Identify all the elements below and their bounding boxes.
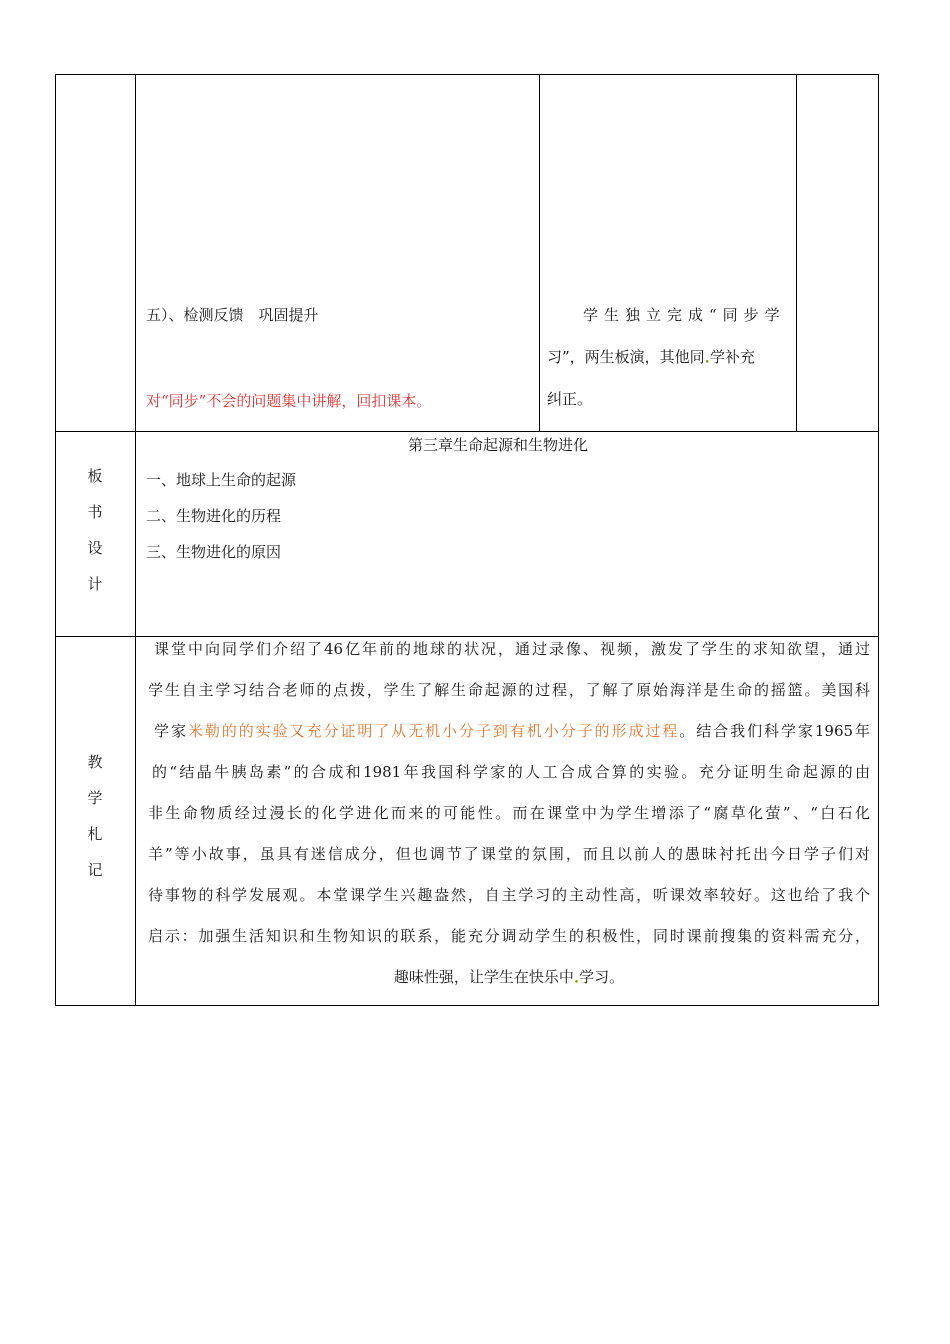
table-border-bottom	[55, 1005, 879, 1006]
teaching-notes-line	[148, 957, 870, 1004]
teaching-notes-line: 启示：加强生活知识和生物知识的联系，能充分调动学生的积极性，同时课前搜集的资料需充分，	[148, 927, 870, 945]
teacher-note: 对“同步”不会的问题集中讲解，回扣课本。	[146, 392, 432, 410]
teaching-notes-line-9a: 趣味性强，让学生在快乐中	[393, 968, 574, 986]
teaching-notes-line	[148, 711, 870, 752]
teaching-notes-line: 待事物的科学发展观。本堂课学生兴趣盎然，自主学习的主动性高，听课效率较好。这也给了我个	[148, 886, 870, 904]
teaching-notes-line-9b: 学习。	[579, 968, 625, 986]
board-design-item: 三、生物进化的原因	[146, 543, 282, 561]
section-title: 五）、检测反馈 巩固提升	[146, 306, 319, 324]
teaching-notes-label-char: 札	[87, 825, 103, 843]
table-col-divider-1	[135, 74, 136, 1006]
ink-dot-marker: •	[704, 358, 710, 368]
student-activity-line-2a: 习”，两生板演，其他同	[547, 348, 705, 366]
teaching-notes-line: 的“结晶牛胰岛素”的合成和1981年我国科学家的人工合成合算的实验。充分证明生命起源的由	[152, 763, 870, 781]
student-activity-line-1: 学生独立完成“同步学	[583, 306, 786, 324]
table-border-top	[55, 74, 879, 75]
teaching-notes-line: 学生自主学习结合老师的点拨，学生了解生命起源的过程，了解了原始海洋是生命的摇篮。美国科	[148, 681, 870, 699]
teaching-notes-line-3a: 学家	[154, 722, 188, 740]
board-design-label-char: 设	[87, 539, 103, 557]
student-activity-line-2	[547, 347, 755, 373]
teaching-notes-paragraph	[148, 629, 870, 1004]
table-col-divider-3	[796, 74, 797, 432]
board-design-label	[55, 458, 135, 602]
board-design-label-char: 计	[87, 575, 103, 593]
student-activity-line-3: 纠正。	[547, 390, 593, 408]
teaching-notes-line: 羊”等小故事，虽具有迷信成分，但也调节了课堂的氛围，而且以前人的愚昧衬托出今日学子们对	[148, 845, 870, 863]
ink-dot-marker: •	[573, 978, 580, 988]
board-design-title: 第三章生命起源和生物进化	[408, 436, 589, 454]
teaching-notes-label-char: 教	[87, 753, 103, 771]
teaching-notes-line-3c: 。结合我们科学家1965年	[679, 722, 870, 740]
highlighted-miller-experiment: 米勒的的实验又充分证明了从无机小分子到有机小分子的形成过程	[187, 722, 680, 740]
teaching-notes-label-char: 记	[87, 861, 103, 879]
teaching-notes-line: 课堂中向同学们介绍了46亿年前的地球的状况，通过录像、视频，激发了学生的求知欲望，通过	[154, 640, 870, 658]
student-activity-line-2b: 学补充	[709, 348, 755, 366]
board-design-item: 一、地球上生命的起源	[146, 471, 297, 489]
teaching-notes-label	[55, 744, 135, 888]
table-row-divider-1	[55, 431, 879, 432]
board-design-label-char: 板	[87, 467, 103, 485]
table-border-right	[878, 74, 879, 1006]
table-col-divider-2	[539, 74, 540, 432]
teaching-notes-label-char: 学	[87, 789, 103, 807]
teaching-notes-line: 非生命物质经过漫长的化学进化而来的可能性。而在课堂中为学生增添了“腐草化萤”、“白石化	[148, 804, 870, 822]
board-design-label-char: 书	[87, 503, 103, 521]
board-design-item: 二、生物进化的历程	[146, 507, 282, 525]
